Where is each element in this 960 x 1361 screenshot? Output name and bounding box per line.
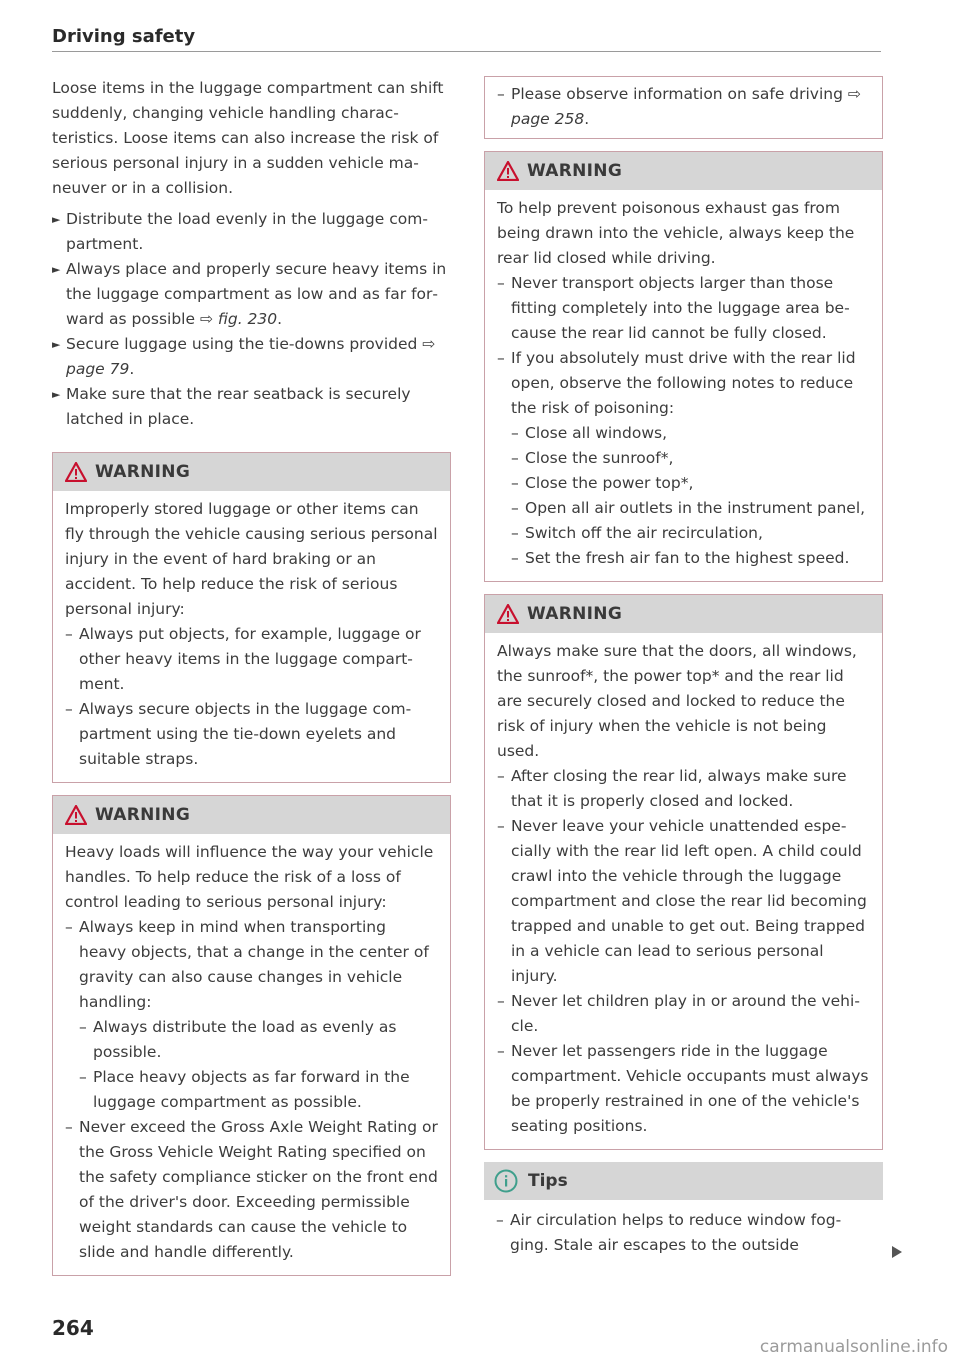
tips-header <box>484 1162 883 1200</box>
list-item: – Always put objects, for example, luggage or other heavy items in the luggage compartment. <box>65 625 421 693</box>
list-item: – Air circulation helps to reduce window fogging. Stale air escapes to the outside <box>496 1211 842 1254</box>
list-item: – Never transport objects larger than those fitting completely into the luggage area because the rear lid cannot be fully closed. <box>497 274 850 342</box>
intro-paragraph: Loose items in the luggage compartment can shift suddenly, changing vehicle handling characteristics. Loose items can also increase the risk of serious personal injury in a sudden vehicle maneuver or in a collision. <box>52 79 444 197</box>
warning-title: WARNING <box>527 160 623 181</box>
list-item: ► Secure luggage using the tie-downs provided ⇨ page 79. <box>52 332 451 382</box>
warning-triangle-icon <box>65 805 87 825</box>
warning-box <box>484 151 883 582</box>
right-column <box>484 76 883 1258</box>
tips-title: Tips <box>528 1170 568 1191</box>
list-item: ► Make sure that the rear seatback is securely latched in place. <box>52 382 451 432</box>
list-item: – Never let children play in or around the vehicle. <box>497 992 860 1035</box>
warning-triangle-icon <box>65 462 87 482</box>
warning-title: WARNING <box>527 603 623 624</box>
list-item: – Close the sunroof*, <box>511 449 674 467</box>
warning-text: Improperly stored luggage or other items can fly through the vehicle causing serious personal injury in the event of hard braking or an accident. To help reduce the risk of serious personal injury: <box>65 500 438 618</box>
warning-title: WARNING <box>95 804 191 825</box>
warning-triangle-icon <box>497 161 519 181</box>
list-item: – Close all windows, <box>511 424 667 442</box>
list-item: – Place heavy objects as far forward in the luggage compartment as possible. <box>79 1068 410 1111</box>
bullet-list <box>52 207 451 432</box>
warning-header <box>53 796 450 834</box>
warning-title: WARNING <box>95 461 191 482</box>
list-item: – Never exceed the Gross Axle Weight Rating or the Gross Vehicle Weight Rating specified on the safety compliance sticker on the front end of the driver's door. Exceeding permissible weight standards can cause the vehicle to slide and handle differently. <box>65 1118 438 1261</box>
list-item: – Always keep in mind when transporting heavy objects, that a change in the center of gravity can also cause changes in vehicle handling: <box>65 918 429 1011</box>
watermark: carmanualsonline.info <box>759 1337 948 1357</box>
continue-arrow-icon <box>892 1246 902 1258</box>
list-item: – Always distribute the load as evenly as possible. <box>79 1018 397 1061</box>
figure-reference-link[interactable]: ⇨ fig. 230 <box>199 310 278 328</box>
list-item: ► Always place and properly secure heavy items in the luggage compartment as low and as far forward as possible ⇨ fig. 230. <box>52 257 451 332</box>
page-reference-link[interactable]: ⇨ page 79 <box>66 335 436 378</box>
warning-header <box>485 595 882 633</box>
left-column <box>52 76 451 1276</box>
list-item: – Set the fresh air fan to the highest speed. <box>511 549 850 567</box>
list-item: – Always secure objects in the luggage compartment using the tie-down eyelets and suitable straps. <box>65 700 412 768</box>
triangle-bullet-icon: ► <box>52 388 61 401</box>
list-item: ► Distribute the load evenly in the luggage compartment. <box>52 207 451 257</box>
list-item: – After closing the rear lid, always make sure that it is properly closed and locked. <box>497 767 847 810</box>
warning-box <box>52 452 451 783</box>
list-item: – Never leave your vehicle unattended especially with the rear lid left open. A child could crawl into the vehicle through the luggage compartment and close the rear lid becoming trapped and unable to get out. Being trapped in a vehicle can lead to serious personal injury. <box>497 817 867 985</box>
list-item: – Please observe information on safe driving ⇨ page 258. <box>497 85 861 128</box>
list-item: – If you absolutely must drive with the rear lid open, observe the following notes to reduce the risk of poisoning: <box>497 349 856 417</box>
warning-text: To help prevent poisonous exhaust gas from being drawn into the vehicle, always keep the rear lid closed while driving. <box>497 199 855 267</box>
list-item: – Close the power top*, <box>511 474 694 492</box>
triangle-bullet-icon: ► <box>52 338 61 351</box>
info-icon <box>494 1169 518 1193</box>
warning-box <box>484 594 883 1150</box>
info-note <box>484 76 883 139</box>
warning-triangle-icon <box>497 604 519 624</box>
page-title: Driving safety <box>52 26 196 47</box>
triangle-bullet-icon: ► <box>52 263 61 276</box>
page-number: 264 <box>52 1316 94 1340</box>
warning-box <box>52 795 451 1276</box>
warning-header <box>485 152 882 190</box>
warning-text: Always make sure that the doors, all windows, the sunroof*, the power top* and the rear lid are securely closed and locked to reduce the risk of injury when the vehicle is not being used. <box>497 642 857 760</box>
tips-box <box>484 1162 883 1258</box>
header-divider <box>52 51 881 52</box>
list-item: – Switch off the air recirculation, <box>511 524 763 542</box>
page-reference-link[interactable]: ⇨ page 258 <box>511 85 861 128</box>
list-item: – Never let passengers ride in the luggage compartment. Vehicle occupants must always be properly restrained in one of the vehicle's seating positions. <box>497 1042 869 1135</box>
warning-text: Heavy loads will influence the way your vehicle handles. To help reduce the risk of a loss of control leading to serious personal injury: <box>65 843 434 911</box>
list-item: – Open all air outlets in the instrument panel, <box>511 499 866 517</box>
triangle-bullet-icon: ► <box>52 213 61 226</box>
warning-header <box>53 453 450 491</box>
